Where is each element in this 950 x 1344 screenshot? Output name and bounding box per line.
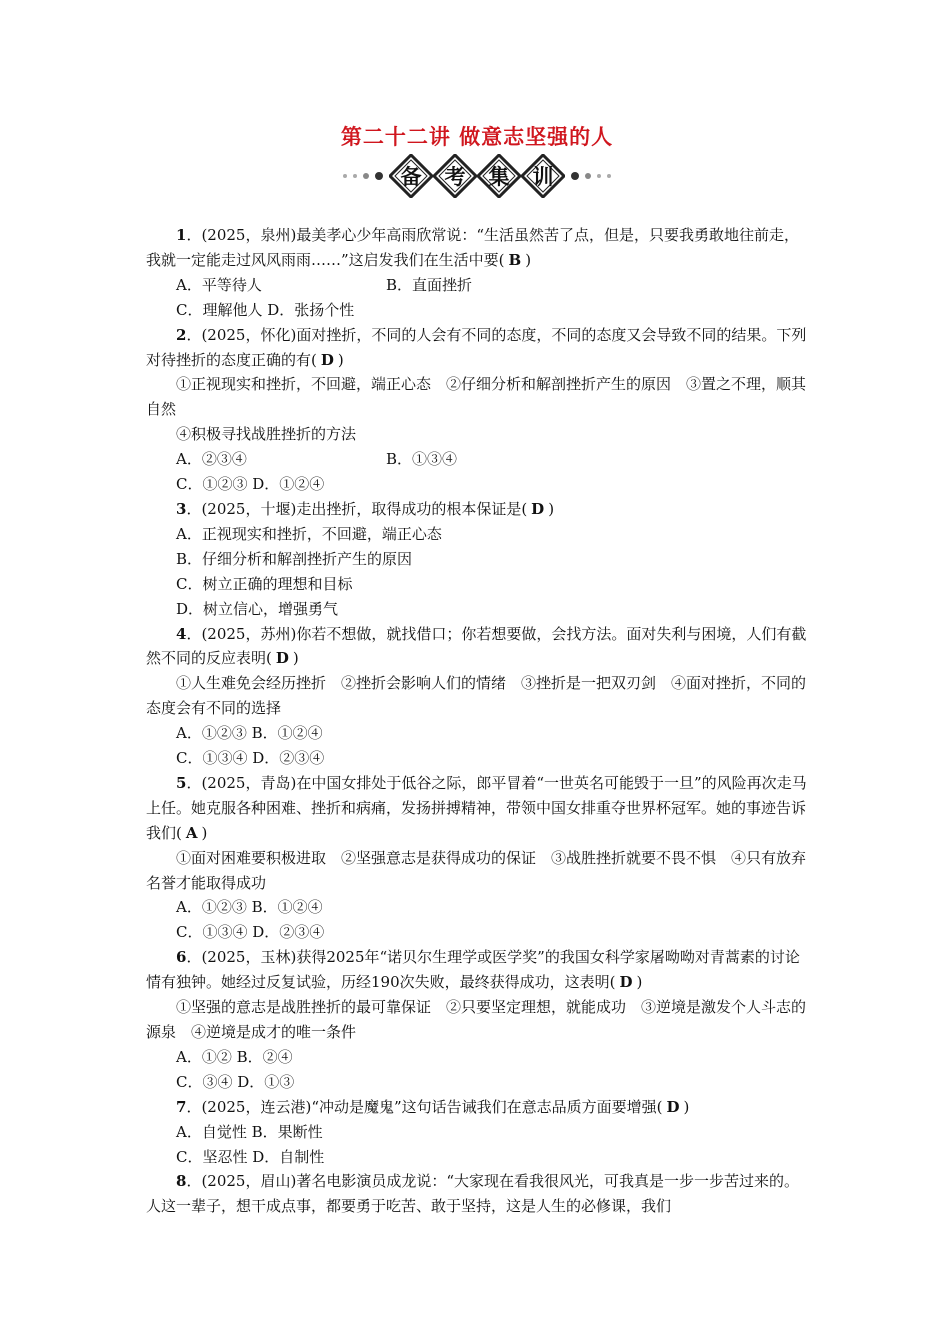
option-text: A．②③④: [176, 450, 247, 469]
page-title: 第二十二讲 做意志坚强的人: [340, 125, 614, 149]
question-text: ．(2025，泉州)最美孝心少年高雨欣常说：“生活虽然苦了点，但是，只要我勇敢地往前走，我就一定能走过风风雨雨……”这启发我们在生活中要(: [146, 226, 799, 269]
option-row: C．①②③ D．①②④: [176, 475, 325, 494]
question-items: ①面对困难要积极进取 ②坚强意志是获得成功的保证 ③战胜挫折就要不畏不惧 ④只有放弃名誉才能取得成功: [146, 848, 807, 892]
question-answer: D: [619, 973, 633, 992]
option-row: A．①② B．②④: [176, 1047, 293, 1066]
question-number: 1: [176, 226, 187, 244]
question-text: ．(2025，眉山)著名电影演员成龙说：“大家现在看我很风光，可我真是一步一步苦过来的。人这一辈子，想干成点事，都要勇于吃苦、敢于坚持，这是人生的必修课，我们: [146, 1172, 799, 1216]
question-answer: D: [666, 1097, 680, 1116]
question-paren: ): [683, 1097, 690, 1116]
question-stem: [146, 1169, 808, 1219]
question-answer: D: [531, 499, 545, 518]
question-items: ①正视现实和挫折，不回避，端正心态 ②仔细分析和解剖挫折产生的原因 ③置之不理，顺其自然: [146, 375, 807, 419]
dot-icon: [597, 174, 601, 178]
question-number: 8: [176, 1172, 187, 1191]
section-banner: [146, 154, 808, 198]
option-text: B．直面挫折: [386, 275, 473, 294]
question-paren: ): [292, 649, 299, 668]
option-row: C．①③④ D．②③④: [176, 923, 325, 942]
banner-dots-left: [343, 172, 383, 180]
banner-char: 备: [400, 165, 422, 189]
question-stem: [146, 771, 808, 846]
question-text: ．(2025，苏州)你若不想做，就找借口；你若想要做，会找方法。面对失利与困境，人们有截然不同的反应表明(: [146, 624, 807, 668]
option-row: A．①②③ B．①②④: [176, 898, 323, 917]
question-items: ①人生难免会经历挫折 ②挫折会影响人们的情绪 ③挫折是一把双刃剑 ④面对挫折，不同的态度会有不同的选择: [146, 674, 807, 718]
question-answer: B: [508, 250, 522, 269]
option-row: C．③④ D．①③: [176, 1072, 295, 1091]
question-stem: [146, 945, 808, 995]
dot-icon: [585, 173, 591, 179]
question-number: 4: [176, 624, 187, 643]
question-paren: ): [201, 823, 208, 842]
question-items: ①坚强的意志是战胜挫折的最可靠保证 ②只要坚定理想，就能成功 ③逆境是激发个人斗志的源泉 ④逆境是成才的唯一条件: [146, 998, 807, 1041]
question-paren: ): [525, 250, 532, 269]
question-list: [146, 223, 808, 1219]
banner-diamond-3: [477, 154, 521, 198]
question-text: ．(2025，玉林)获得2025年“诺贝尔生理学或医学奖”的我国女科学家屠呦呦对青蒿素的讨论情有独钟。她经过反复试验，历经190次失败，最终获得成功，这表明(: [146, 948, 800, 992]
dot-icon: [363, 173, 369, 179]
banner-dots-right: [571, 172, 611, 180]
banner-char: 集: [488, 165, 510, 189]
question-number: 6: [176, 948, 187, 967]
option-row: [146, 447, 808, 472]
question-text: ．(2025，十堰)走出挫折，取得成功的根本保证是(: [186, 499, 528, 518]
option-row: C．坚忍性 D．自制性: [176, 1147, 325, 1166]
option-row: [146, 273, 808, 298]
option-row: C．树立正确的理想和目标: [176, 574, 353, 593]
question-stem: [146, 622, 808, 672]
document-page: [146, 122, 808, 1219]
banner-char: 训: [532, 165, 554, 189]
dot-icon: [607, 174, 611, 178]
question-stem: [146, 1095, 808, 1120]
question-items: ④积极寻找战胜挫折的方法: [176, 425, 357, 444]
question-answer: D: [275, 649, 289, 668]
question-stem: [146, 497, 808, 522]
question-number: 3: [176, 499, 187, 518]
question-paren: ): [337, 350, 344, 369]
banner-diamond-4: [521, 154, 565, 198]
question-answer: A: [185, 823, 198, 842]
question-stem: [146, 323, 808, 373]
option-text: A．平等待人: [176, 275, 262, 294]
option-row: B．仔细分析和解剖挫折产生的原因: [176, 549, 413, 568]
question-text: ．(2025，怀化)面对挫折，不同的人会有不同的态度，不同的态度又会导致不同的结果。下列对待挫折的态度正确的有(: [146, 325, 807, 369]
question-stem: [146, 223, 808, 273]
question-text: ．(2025，连云港)“冲动是魔鬼”这句话告诫我们在意志品质方面要增强(: [186, 1097, 663, 1116]
option-row: C．理解他人 D．张扬个性: [176, 300, 355, 319]
dot-icon: [571, 172, 579, 180]
question-number: 2: [176, 325, 187, 344]
question-paren: ): [548, 499, 555, 518]
option-row: C．①③④ D．②③④: [176, 749, 325, 768]
question-text: ．(2025，青岛)在中国女排处于低谷之际，郎平冒着“一世英名可能毁于一旦”的风险再次走马上任。她克服各种困难、挫折和病痛，发扬拼搏精神，带领中国女排重夺世界杯冠军。她的事迹告诉我们(: [146, 773, 807, 842]
dot-icon: [353, 174, 357, 178]
question-paren: ): [636, 973, 643, 992]
option-row: A．①②③ B．①②④: [176, 724, 323, 743]
question-number: 5: [176, 773, 187, 792]
banner-char: 考: [444, 165, 466, 189]
option-row: A．自觉性 B．果断性: [176, 1122, 323, 1141]
option-text: B．①③④: [386, 450, 458, 469]
banner-diamond-1: [389, 154, 433, 198]
option-row: D．树立信心，增强勇气: [176, 599, 339, 618]
dot-icon: [343, 174, 347, 178]
option-row: A．正视现实和挫折，不回避，端正心态: [176, 524, 442, 543]
question-answer: D: [320, 350, 334, 369]
question-number: 7: [176, 1097, 187, 1116]
dot-icon: [375, 172, 383, 180]
banner-diamond-2: [433, 154, 477, 198]
